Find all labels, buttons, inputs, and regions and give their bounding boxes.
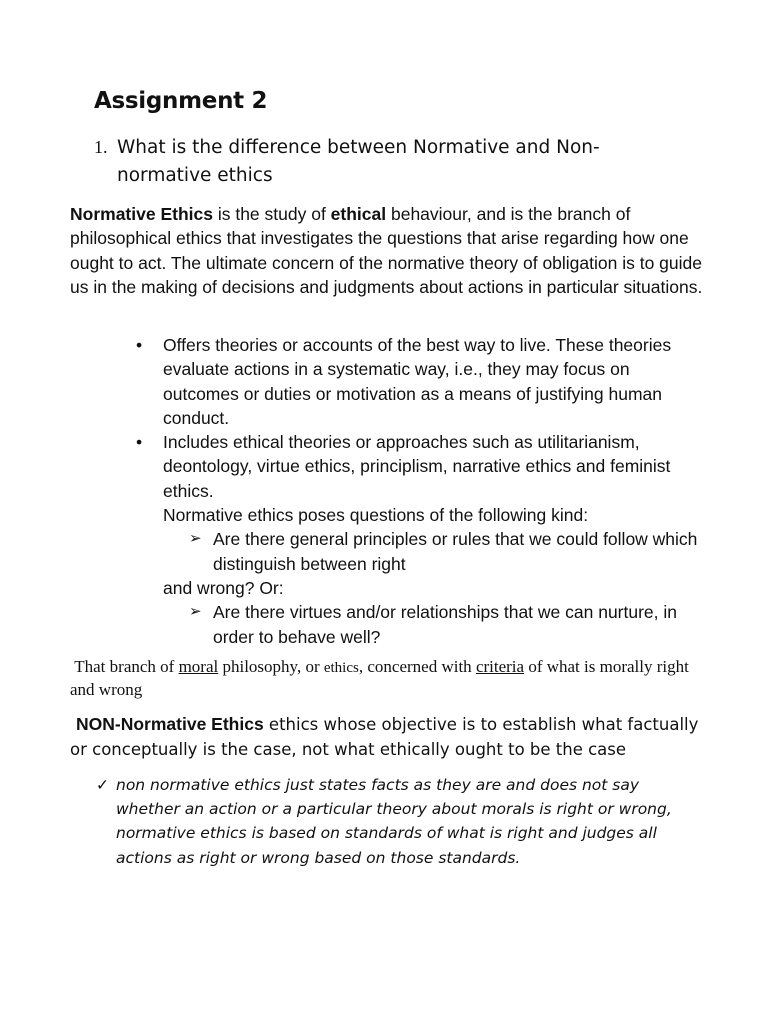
arrow-list-item xyxy=(136,600,706,649)
normative-ethics-term: Normative Ethics xyxy=(70,204,213,224)
definition-paragraph xyxy=(70,656,710,701)
comparison-checklist-item xyxy=(96,773,696,870)
bullet-text: Offers theories or accounts of the best way to live. These theories evaluate actions in a systematic way, i.e., they may focus on outcomes or duties or motivation as a means of justifying human conduct. xyxy=(163,335,672,428)
non-normative-paragraph xyxy=(70,712,710,762)
moral-link[interactable]: moral xyxy=(178,657,219,676)
non-normative-term: NON-Normative Ethics xyxy=(76,714,264,734)
bullet-item xyxy=(136,333,706,430)
arrow-marker: ➢ xyxy=(189,530,202,548)
definition-part-1: That branch of xyxy=(74,657,179,676)
ethical-term: ethical xyxy=(330,204,387,224)
arrow-item-text: Are there virtues and/or relationships that we can nurture, in order to behave well? xyxy=(213,602,677,647)
arrow-list-item xyxy=(136,527,706,576)
arrow-item-text: Are there general principles or rules that we could follow which distinguish between right xyxy=(213,529,698,574)
definition-part-3: , concerned with xyxy=(358,657,476,676)
normative-bullet-list xyxy=(136,333,706,649)
poses-questions-text: Normative ethics poses questions of the following kind: xyxy=(163,505,589,526)
arrow-marker: ➢ xyxy=(189,603,202,621)
non-normative-text: ethics whose objective is to establish what factually or conceptually is the case, not what ethically ought to be the case xyxy=(70,715,699,759)
question-number: 1. xyxy=(94,137,108,157)
bullet-marker: • xyxy=(136,432,143,453)
bullet-item xyxy=(136,430,706,503)
connector-text: and wrong? Or: xyxy=(163,577,284,598)
bullet-text: Includes ethical theories or approaches such as utilitarianism, deontology, virtue ethics, principlism, narrative ethics and feminist ethics. xyxy=(163,432,671,501)
document-title: Assignment 2 xyxy=(94,88,268,114)
check-icon: ✓ xyxy=(96,776,109,794)
ethics-word: ethics xyxy=(323,660,359,676)
normative-ethics-paragraph xyxy=(70,202,710,299)
definition-part-2: philosophy, or xyxy=(218,657,324,676)
normative-text-1: is the study of xyxy=(212,204,331,224)
bullet-marker: • xyxy=(136,335,143,355)
definition-part-4: of what is morally right and wrong xyxy=(70,657,689,699)
normative-text-2: behaviour, and is the branch of philosophical ethics that investigates the questions that arise regarding how one ought to act. The ultimate concern of the normative theory of obligation is to guide us in the making of decisions and judgments about actions in particular situations. xyxy=(70,204,703,297)
question-text: What is the difference between Normative and Non-normative ethics xyxy=(117,137,600,186)
criteria-link[interactable]: criteria xyxy=(475,657,525,676)
comparison-text: non normative ethics just states facts as they are and does not say whether an action or a particular theory about morals is right or wrong, normative ethics is based on standards of what is right and judges all actions as right or wrong based on those standards. xyxy=(116,776,672,867)
